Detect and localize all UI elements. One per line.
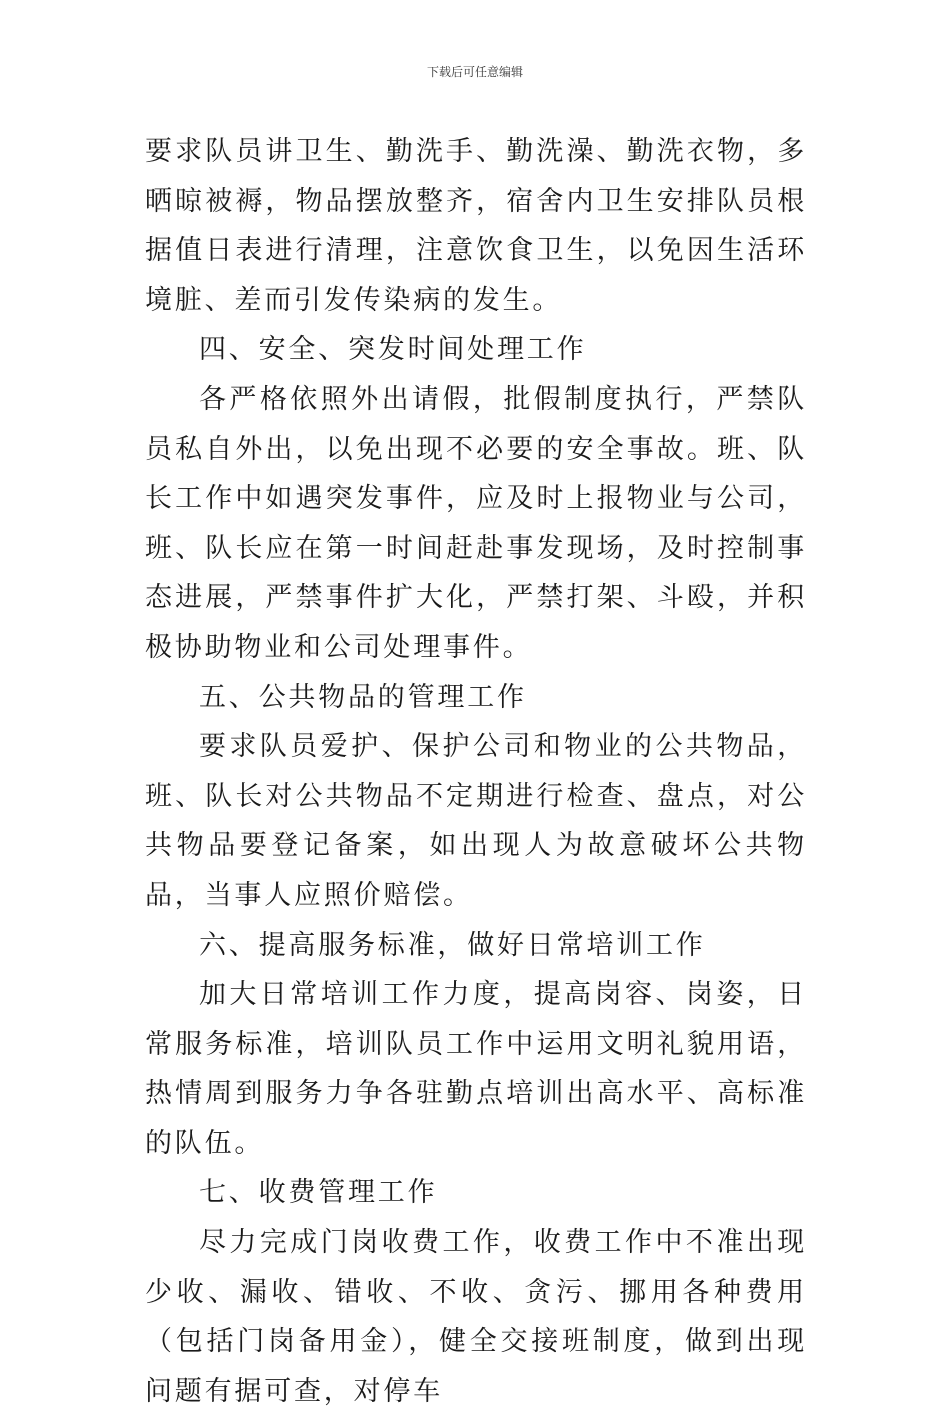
section-heading-service-training: 六、提高服务标准，做好日常培训工作 bbox=[199, 929, 706, 961]
paragraph-public-property: 要求队员爱护、保护公司和物业的公共物品，班、队长对公共物品不定期进行检查、盘点，对公共物品要登记备案，如出现人为故意破坏公共物品，当事人应照价赔偿。 bbox=[145, 731, 807, 911]
section-heading-safety: 四、安全、突发时间处理工作 bbox=[199, 334, 587, 366]
paragraph-fee-management: 尽力完成门岗收费工作，收费工作中不准出现少收、漏收、错收、不收、贪污、挪用各种费用（包括门岗备用金），健全交接班制度，做到出现问题有据可查，对停车 bbox=[145, 1227, 807, 1407]
section-heading-public-property: 五、公共物品的管理工作 bbox=[199, 681, 527, 713]
page-header-note: 下载后可任意编辑 bbox=[426, 65, 523, 79]
document-body bbox=[145, 127, 807, 1416]
paragraph-safety: 各严格依照外出请假，批假制度执行，严禁队员私自外出，以免出现不必要的安全事故。班、队长工作中如遇突发事件，应及时上报物业与公司，班、队长应在第一时间赶赴事发现场，及时控制事态进展，严禁事件扩大化，严禁打架、斗殴，并积极协助物业和公司处理事件。 bbox=[145, 383, 807, 663]
paragraph-service-training: 加大日常培训工作力度，提高岗容、岗姿，日常服务标准，培训队员工作中运用文明礼貌用语，热情周到服务力争各驻勤点培训出高水平、高标准的队伍。 bbox=[145, 979, 807, 1159]
section-heading-fee-management: 七、收费管理工作 bbox=[199, 1177, 438, 1209]
paragraph-hygiene-continued: 要求队员讲卫生、勤洗手、勤洗澡、勤洗衣物，多晒晾被褥，物品摆放整齐，宿舍内卫生安排队员根据值日表进行清理，注意饮食卫生，以免因生活环境脏、差而引发传染病的发生。 bbox=[145, 136, 807, 316]
